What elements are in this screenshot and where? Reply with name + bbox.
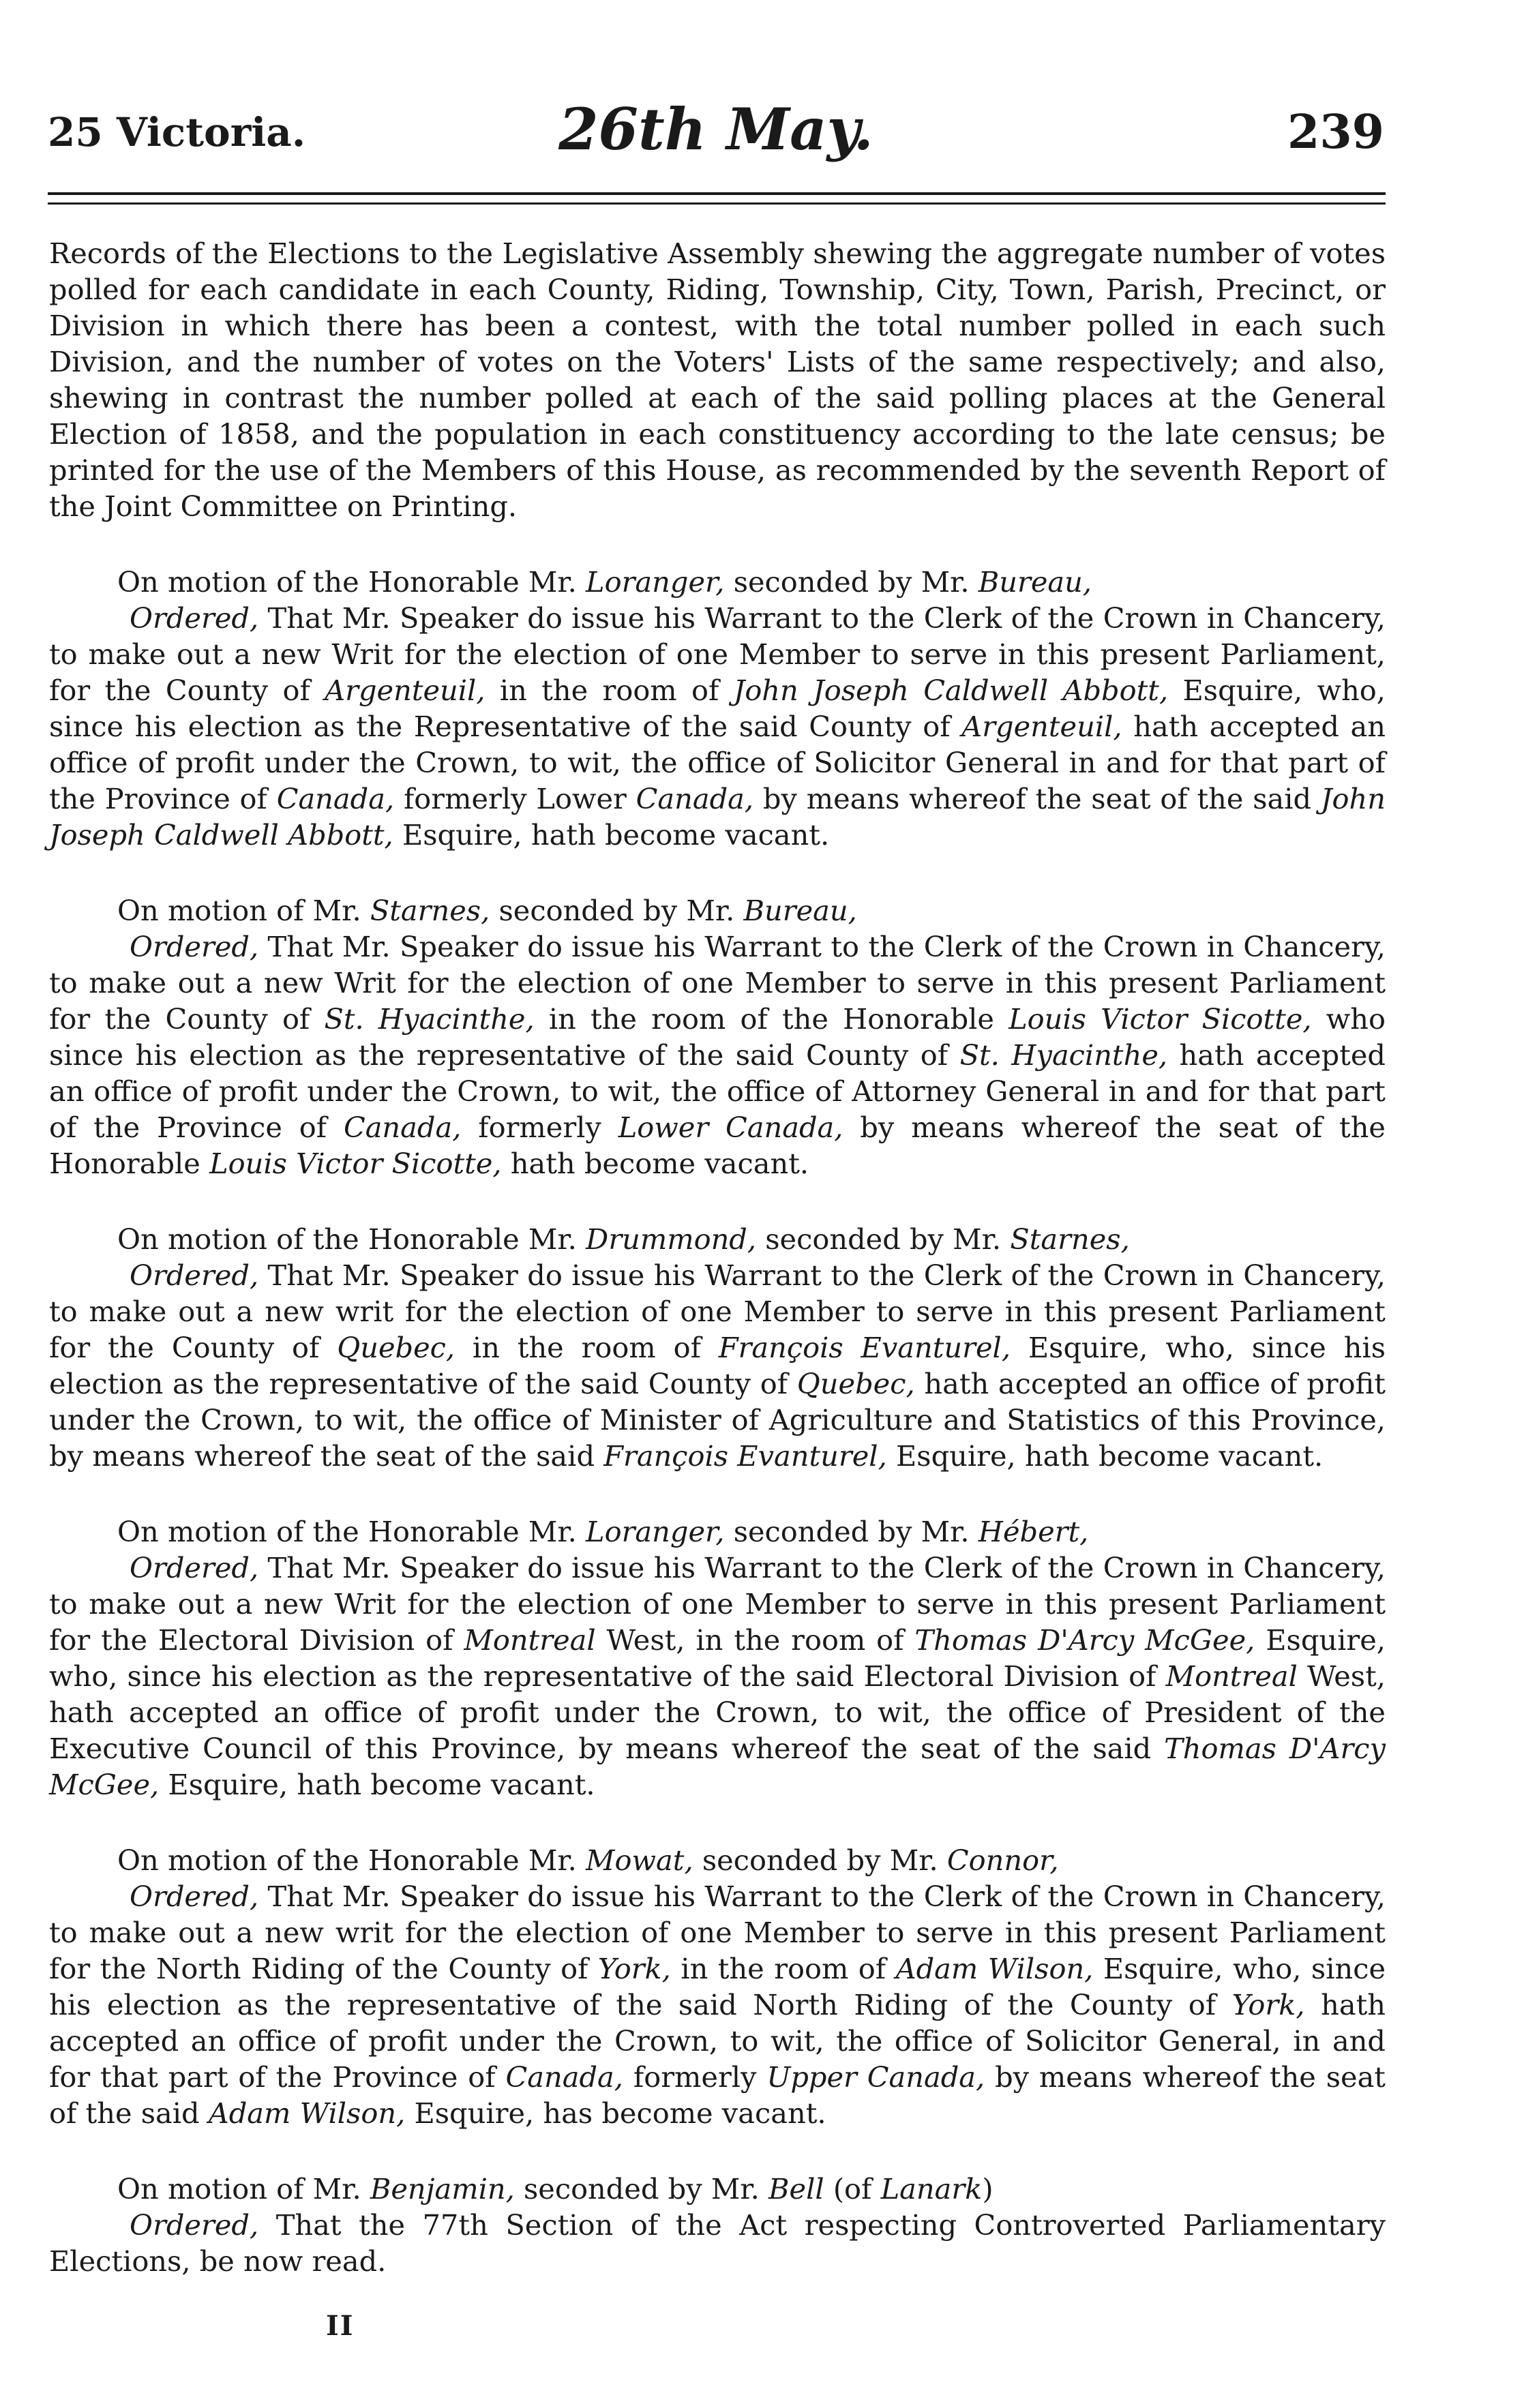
order-body: formerly [461, 1111, 618, 1144]
order-body: Esquire, who, since his election as the representative of the said County of [49, 1331, 1386, 1400]
order-body: Esquire, hath become vacant. [393, 818, 830, 852]
italic-name: Montreal [1165, 1659, 1298, 1693]
order-body: That Mr. Speaker do issue his Warrant to the Clerk of the Crown in Chancery, to make out a new Writ for the election of one Member to serve in this present Parliament, for the County of [49, 601, 1386, 707]
records-paragraph: Records of the Elections to the Legislative Assembly shewing the aggregate number of votes polled for each candidate in each County, Riding, Township, City, Town, Parish, Precinct, or Division in which there has been a contest, with the total number polled in each such Division, and the number of votes on the Voters' Lists of the same respectively; and also, shewing in contrast the number polled at each of the said polling places at the General Election of 1858, and the population in each constituency according to the late census; be printed for the use of the Members of this House, as recommended by the seventh Report of the Joint Committee on Printing. [49, 237, 1386, 523]
motion-text: seconded by Mr. [693, 1843, 947, 1877]
italic-name: Ordered, [130, 601, 259, 635]
order-body: who since his election as the representative of the said County of [49, 1002, 1386, 1072]
order-body: Esquire, hath become vacant. [886, 1439, 1324, 1473]
motion-line [49, 1514, 1386, 1550]
member-name: Starnes, [370, 894, 490, 927]
order-body: Esquire, who, since his election as the representative of the said North Riding of the County of [49, 1952, 1386, 2021]
italic-name: Ordered, [130, 1259, 259, 1292]
order-text [49, 1257, 1386, 1474]
italic-name: Ordered, [130, 1880, 259, 1913]
order-body: hath accepted an office of profit under the Crown, to wit, the office of Solicitor General, in and for that part of the Province of [49, 1988, 1386, 2094]
motion-text: On motion of the Honorable Mr. [117, 1515, 586, 1548]
header-rule [48, 192, 1386, 205]
order-body: by means whereof the seat of the Honorable [49, 1111, 1386, 1180]
italic-name: Quebec, [796, 1367, 915, 1400]
member-name: Hébert, [978, 1515, 1089, 1548]
italic-name: Canada, [276, 782, 395, 815]
italic-name: St. Hyacinthe, [324, 1002, 535, 1036]
order-body: Esquire, has become vacant. [405, 2096, 826, 2130]
motion-line [49, 564, 1386, 600]
order-body: hath accepted an office of profit under the Crown, to wit, the office of Minister of Agriculture and Statistics of this Province, by means whereof the seat of the said [49, 1367, 1386, 1473]
motion-text: seconded by Mr. [756, 1222, 1011, 1256]
italic-name: Canada, [636, 782, 754, 815]
member-name: Loranger, [586, 1515, 725, 1548]
session-label: 25 Victoria. [48, 109, 306, 155]
member-name: Mowat, [586, 1843, 693, 1877]
italic-name: Ordered, [130, 1551, 259, 1584]
italic-name: François Evanturel, [718, 1331, 1011, 1364]
motion-text: On motion of the Honorable Mr. [117, 565, 586, 599]
member-name: Lanark [880, 2172, 983, 2206]
italic-name: Thomas D'Arcy McGee, [49, 1732, 1386, 1801]
motion-text: On motion of the Honorable Mr. [117, 1222, 586, 1256]
member-name: Bureau, [743, 894, 857, 927]
order-body: Esquire, who, since his election as the representative of the said Electoral Division of [49, 1623, 1386, 1693]
signature-mark: II [326, 2310, 355, 2342]
motion-line [49, 1221, 1386, 1257]
motion-text: seconded by Mr. [490, 894, 744, 927]
italic-name: York, [1231, 1988, 1305, 2021]
member-name: Bell [768, 2172, 824, 2206]
motion-text: On motion of Mr. [117, 894, 370, 927]
motion-line [49, 2171, 1386, 2207]
order-body: in the room of the Honorable [534, 1002, 1009, 1036]
italic-name: Adam Wilson, [895, 1952, 1094, 1985]
motion-text: seconded by Mr. [514, 2172, 769, 2206]
italic-name: Quebec, [337, 1331, 455, 1364]
order-body: That Mr. Speaker do issue his Warrant to the Clerk of the Crown in Chancery, to make out a new writ for the election of one Member to serve in this present Parliament for the North Riding of the County of [49, 1880, 1386, 1985]
order-body: by means whereof the seat of the said [753, 782, 1321, 815]
order-body: That Mr. Speaker do issue his Warrant to the Clerk of the Crown in Chancery, to make out a new Writ for the election of one Member to serve in this present Parliament for the County of [49, 930, 1386, 1036]
order-body: Esquire, hath become vacant. [159, 1768, 595, 1801]
motion-text: On motion of the Honorable Mr. [117, 1843, 586, 1877]
journal-body [49, 235, 1386, 2279]
order-text [49, 929, 1386, 1182]
motion-text: ) [982, 2172, 993, 2206]
order-text [49, 2207, 1386, 2279]
motion-text: On motion of Mr. [117, 2172, 370, 2206]
member-name: Benjamin, [370, 2172, 515, 2206]
page-number: 239 [1287, 105, 1384, 160]
date-heading: 26th May. [558, 95, 873, 163]
italic-name: St. Hyacinthe, [959, 1038, 1168, 1072]
member-name: Starnes, [1010, 1222, 1130, 1256]
order-body: hath become vacant. [501, 1147, 809, 1180]
motions-list [49, 564, 1386, 2279]
member-name: Drummond, [586, 1222, 757, 1256]
italic-name: Upper Canada, [766, 2060, 985, 2094]
italic-name: Ordered, [130, 2208, 259, 2242]
motion-line [49, 1842, 1386, 1878]
member-name: Connor, [946, 1843, 1059, 1877]
motion-line [49, 892, 1386, 929]
order-body: formerly Lower [394, 782, 636, 815]
italic-name: John Joseph Caldwell Abbott, [733, 674, 1169, 707]
order-body: West, hath accepted an office of profit under the Crown, to wit, the office of President of the Executive Council of this Province, by means whereof the seat of the said [49, 1659, 1386, 1765]
italic-name: Louis Victor Sicotte, [209, 1147, 502, 1180]
italic-name: Thomas D'Arcy McGee, [914, 1623, 1255, 1657]
italic-name: Canada, [343, 1111, 462, 1144]
italic-name: Argenteuil, [961, 710, 1122, 743]
motion-text: (of [824, 2172, 881, 2206]
italic-name: Ordered, [130, 930, 259, 963]
order-body: formerly [623, 2060, 767, 2094]
order-body: by means whereof the seat of the said [49, 2060, 1386, 2130]
order-body: West, in the room of [595, 1623, 915, 1657]
motion-text: seconded by Mr. [724, 1515, 978, 1548]
order-body: Esquire, who, since his election as the Representative of the said County of [49, 674, 1386, 743]
order-body: That the 77th Section of the Act respecting Controverted Parliamentary Elections, be now read. [49, 2208, 1386, 2278]
order-body: hath accepted an office of profit under the Crown, to wit, the office of Attorney General in and for that part of the Province of [49, 1038, 1386, 1144]
member-name: Bureau, [978, 565, 1092, 599]
member-name: Loranger, [586, 565, 725, 599]
italic-name: John Joseph Caldwell Abbott, [49, 782, 1386, 852]
order-body: in the room of [670, 1952, 896, 1985]
italic-name: Louis Victor Sicotte, [1008, 1002, 1312, 1036]
order-text [49, 1550, 1386, 1803]
order-body: in the room of [455, 1331, 719, 1364]
order-body: That Mr. Speaker do issue his Warrant to the Clerk of the Crown in Chancery, to make out a new writ for the election of one Member to serve in this present Parliament for the County of [49, 1259, 1386, 1364]
order-body: in the room of [485, 674, 734, 707]
order-body: hath accepted an office of profit under the Crown, to wit, the office of Solicitor General in and for that part of the Province of [49, 710, 1386, 815]
italic-name: York, [597, 1952, 671, 1985]
italic-name: Lower Canada, [618, 1111, 843, 1144]
page-header [48, 95, 1384, 170]
order-text [49, 1878, 1386, 2131]
italic-name: Argenteuil, [325, 674, 485, 707]
motion-text: seconded by Mr. [724, 565, 978, 599]
order-body: That Mr. Speaker do issue his Warrant to the Clerk of the Crown in Chancery, to make out a new Writ for the election of one Member to serve in this present Parliament for the Electoral Division of [49, 1551, 1386, 1657]
italic-name: François Evanturel, [603, 1439, 887, 1473]
italic-name: Montreal [464, 1623, 596, 1657]
italic-name: Canada, [505, 2060, 623, 2094]
order-text [49, 600, 1386, 853]
italic-name: Adam Wilson, [208, 2096, 406, 2130]
